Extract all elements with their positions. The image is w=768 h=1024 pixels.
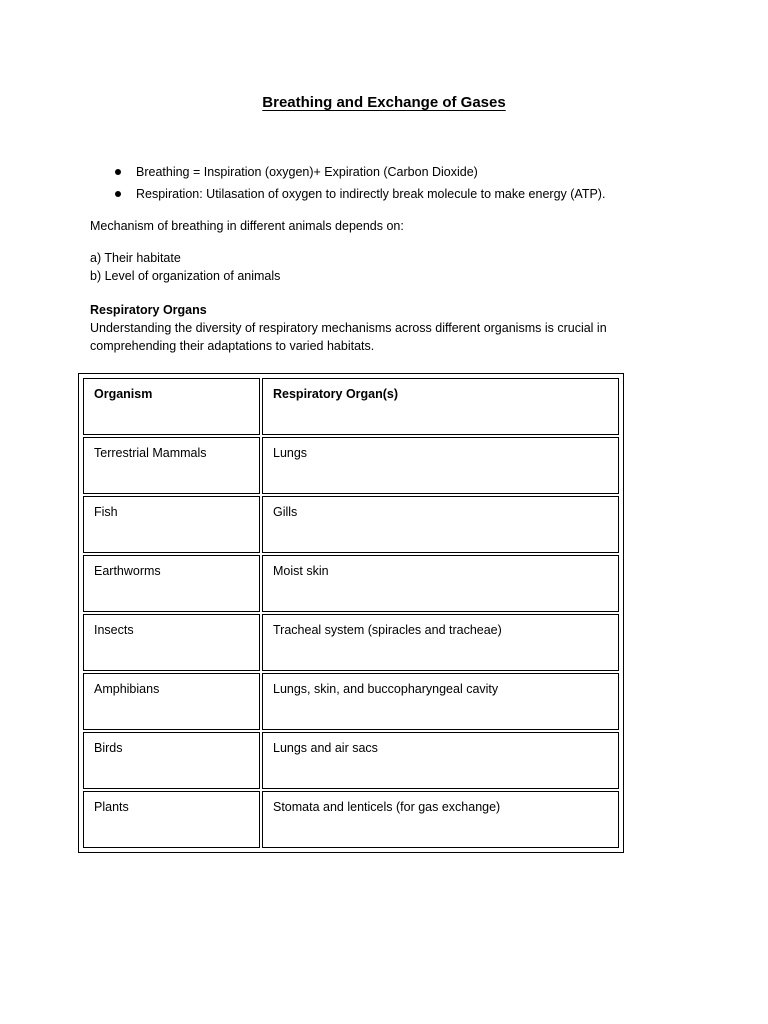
organ-cell: Lungs <box>262 437 619 494</box>
organism-cell: Earthworms <box>83 555 260 612</box>
organism-cell: Amphibians <box>83 673 260 730</box>
column-header-respiratory-organs: Respiratory Organ(s) <box>262 378 619 435</box>
table-row <box>83 614 619 671</box>
table-row <box>83 496 619 553</box>
page-title-text: Breathing and Exchange of Gases <box>262 94 506 111</box>
organ-cell: Moist skin <box>262 555 619 612</box>
bullet-list <box>106 162 605 206</box>
table-header-row <box>83 378 619 435</box>
organ-cell: Lungs and air sacs <box>262 732 619 789</box>
table-row <box>83 732 619 789</box>
organism-cell: Birds <box>83 732 260 789</box>
table-row <box>83 437 619 494</box>
table-row <box>83 673 619 730</box>
organ-cell: Tracheal system (spiracles and tracheae) <box>262 614 619 671</box>
factor-item: b) Level of organization of animals <box>90 269 281 283</box>
organ-cell: Stomata and lenticels (for gas exchange) <box>262 791 619 848</box>
respiratory-organs-table <box>78 373 624 853</box>
column-header-organism: Organism <box>83 378 260 435</box>
section-paragraph-line: Understanding the diversity of respiratory mechanisms across different organisms is crucial in <box>90 321 607 335</box>
organ-cell: Lungs, skin, and buccopharyngeal cavity <box>262 673 619 730</box>
organ-cell: Gills <box>262 496 619 553</box>
organism-cell: Terrestrial Mammals <box>83 437 260 494</box>
organism-cell: Insects <box>83 614 260 671</box>
section-heading: Respiratory Organs <box>90 303 207 317</box>
organism-cell: Fish <box>83 496 260 553</box>
page-title <box>0 94 768 111</box>
section-paragraph-line: comprehending their adaptations to varied habitats. <box>90 339 375 353</box>
bullet-item: Respiration: Utilasation of oxygen to indirectly break molecule to make energy (ATP). <box>106 184 605 206</box>
table-row <box>83 555 619 612</box>
bullet-item: Breathing = Inspiration (oxygen)+ Expiration (Carbon Dioxide) <box>106 162 605 184</box>
mechanism-intro: Mechanism of breathing in different animals depends on: <box>90 219 404 233</box>
table-row <box>83 791 619 848</box>
factor-item: a) Their habitate <box>90 251 181 265</box>
organism-cell: Plants <box>83 791 260 848</box>
